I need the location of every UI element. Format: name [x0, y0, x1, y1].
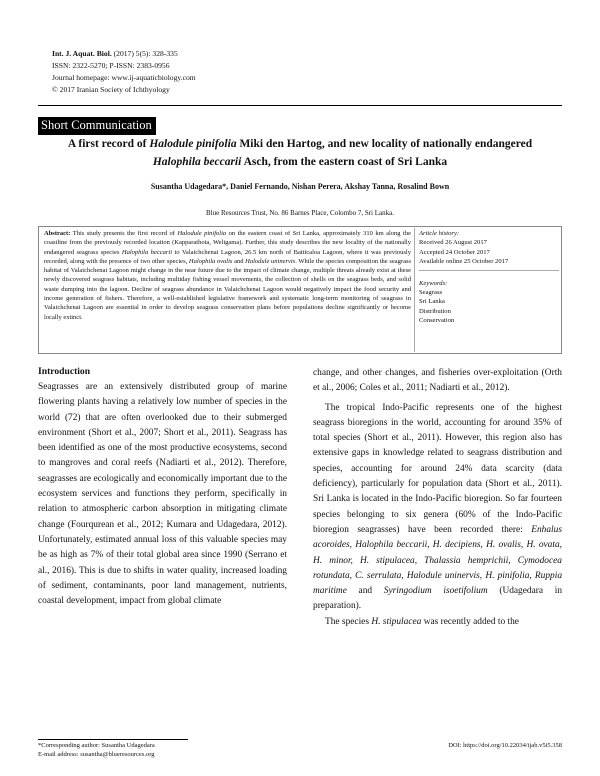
abstract-text: . While the species composition the seagrass habitat of Valaichchenai Lagoon might change in the near future due to the impact of climate change, multiple threats already exist at these newly discovered seagrass habitats, including multiday fishing vessel movements, the collection of shells on the seagrass beds, and solid waste dumping into the lagoon. Decline of seagrass abundance in Valaichchenai Lagoon would negatively impact the food security and income generation of fishers. Therefore, a well-established legislative framework and systematic long-term monitoring of seagrass in Valaichchenai Lagoon are essential in order to develop seagrass conservation plans before populations decline significantly or become locally extinct.: [44, 257, 412, 321]
footnote: [38, 741, 155, 759]
abstract-text: on the eastern coast of Sri Lanka, approximately 310 km along the coastline from the previously recorded location (Kapparathota, Weligama). Further, this study describes the new locality of the nationally endangered seagrass species: [44, 230, 411, 256]
paragraph-text: (Udagedara in preparation).: [313, 586, 563, 612]
author-list: Susantha Udagedara*, Daniel Fernando, Nishan Perera, Akshay Tanna, Rosalind Bown: [150, 182, 450, 191]
abstract-text: and: [232, 257, 246, 265]
abstract-species: Halodule pinifolia: [177, 230, 227, 237]
received-date: Received 26 August 2017: [419, 239, 487, 247]
keywords-heading: Keywords:: [419, 279, 448, 287]
copyright: © 2017 Iranian Society of Ichthyology: [52, 85, 170, 94]
journal-name: Int. J. Aquat. Biol.: [52, 49, 112, 58]
article-info: [419, 229, 559, 326]
info-divider: [419, 270, 559, 279]
paragraph: [313, 615, 562, 630]
species-list: Enhalus acoroides, Halophila beccarii, H. decipiens, H. ovalis, H. ovata, H. minor, H. stipulacea, Thalassia hemprichii, Cymodocea rotundata, C. serrulata, Halodule uninervis, H. pinifolia, Ruppia maritime: [313, 524, 562, 597]
title-species: Halophila beccarii: [152, 156, 242, 168]
header-rule: [38, 105, 562, 106]
title-species: Halodule pinifolia: [149, 138, 237, 150]
abstract-species: Halophila beccarii: [121, 248, 173, 256]
title-text: A first record of: [67, 138, 150, 150]
paragraph-text: The tropical Indo-Pacific represents one of the highest seagrass bioregions in the world, accounting for around 35% of total species (Short et al., 2011). However, this region also has extensive gaps in knowledge related to seagrass distribution and species, accounting for around 24% data scarcity (data deficiency), particularly for population data (Short et al., 2011). Sri Lanka is located in the Indo-Pacific bioregion. So far fourteen species belonging to six genera (60% of the Indo-Pacific bioregion seagrasses) have been recorded there:: [313, 402, 562, 535]
section-label: Short Communication: [38, 117, 156, 135]
journal-homepage[interactable]: Journal homepage: www.ij-aquaticbiology.com: [52, 73, 196, 82]
abstract-label: Abstract:: [44, 230, 71, 237]
abstract-species: Halodule uninervis: [245, 257, 296, 265]
species-name: H. stipulacea: [371, 616, 422, 627]
journal-citation: (2017) 5(5): 328-335: [113, 49, 178, 58]
right-column: [313, 366, 562, 630]
keyword: Seagrass: [419, 289, 443, 297]
species-name: Syringodium isoetifolium: [383, 586, 488, 597]
journal-header: [52, 48, 196, 96]
title-text: Asch, from the eastern coast of Sri Lanka: [241, 156, 448, 168]
paragraph: change, and other changes, and fisheries over-exploitation (Orth et al., 2006; Coles et al., 2011; Nadiarti et al., 2012).: [313, 368, 562, 394]
doi-link[interactable]: DOI: https://doi.org/10.22034/ijab.v5i5.358: [448, 742, 562, 749]
left-column: [38, 355, 287, 609]
section-heading: Introduction: [38, 366, 91, 377]
abstract-species: Halophila ovalis: [188, 257, 233, 265]
author-email[interactable]: E-mail address: susantha@blueresources.org: [38, 751, 155, 758]
keyword: Sri Lanka: [419, 298, 445, 306]
abstract-divider: [414, 228, 415, 352]
keyword: Distribution: [419, 307, 451, 315]
keyword: Conservation: [419, 317, 455, 325]
article-history-heading: Article history:: [419, 230, 460, 237]
affiliation: Blue Resources Trust, No. 86 Barnes Place, Colombo 7, Sri Lanka.: [205, 209, 394, 217]
paragraph-text: was recently added to the: [421, 616, 519, 627]
abstract-text: This study presents the first record of: [70, 230, 178, 237]
paragraph: Seagrasses are an extensively distributed group of marine flowering plants having a relatively low number of species in the world (72) that are often overlooked due to their submerged environment (Short et al., 2007; Short et al., 2011). Seagrass has been identified as one of the most productive ecosystems, second to mangroves and coral reefs (Nadiarti et al., 2012). Therefore, seagrasses are ecologically and economically important due to the ecosystem services and functions they perform, specifically in relation to atmospheric carbon absorption in mitigating climate change (Fourqurean et al., 2012; Kumara and Udagedara, 2012). Unfortunately, estimated annual loss of this valuable species may be as high as 7% of their total global area since 1990 (Serrano et al., 2016). This is due to shifts in water quality, increased loading of sediment, contaminants, poor land management, nutrients, coastal development, impact from global climate: [38, 382, 287, 607]
abstract-text: to Valaichchenai Lagoon, 26.5 km north of Batticaloa Lagoon, where it was previously recorded, along with the presence of two other species,: [44, 248, 411, 265]
title-text: Miki den Hartog, and new locality of nationally endangered: [236, 138, 533, 150]
paragraph-text: and: [346, 586, 384, 597]
corresponding-author: *Corresponding author: Susantha Udagedara: [38, 742, 155, 749]
paragraph-text: The species: [325, 616, 372, 627]
issn: ISSN: 2322-5270; P-ISSN: 2383-0956: [52, 61, 170, 70]
online-date: Available online 25 October 2017: [419, 258, 509, 266]
accepted-date: Accepted 24 October 2017: [419, 248, 490, 256]
paragraph: [313, 401, 562, 615]
abstract: [44, 229, 411, 322]
paper-title: [38, 135, 562, 171]
footnote-rule: [38, 739, 188, 740]
